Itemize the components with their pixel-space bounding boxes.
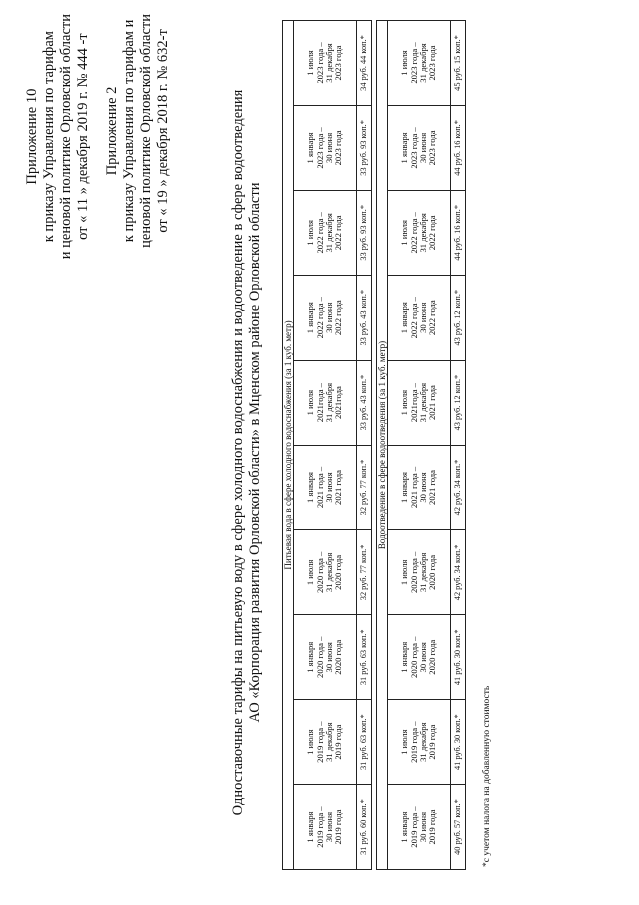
tariff-value-cell: 31 руб. 63 коп.*: [357, 700, 372, 785]
period-line: 31 декабря: [418, 552, 428, 593]
period-line: 30 июня: [418, 472, 428, 503]
tariff-table: [282, 20, 466, 870]
period-cell: [388, 275, 451, 360]
period-cell: [388, 190, 451, 275]
period-line: 2021 года –: [314, 466, 325, 509]
period-line: 2021 года: [333, 470, 344, 505]
period-line: 1 июля: [305, 729, 316, 755]
appendix-2-header: [104, 14, 172, 248]
tariff-value-cell: 41 руб. 30 коп.*: [451, 700, 466, 785]
period-line: 2021 года: [427, 470, 438, 505]
tariff-value-cell: 33 руб. 43 коп.*: [357, 360, 372, 445]
period-line: 2022 года: [427, 215, 438, 251]
period-line: 2020 года –: [408, 551, 419, 594]
period-line: 31 декабря: [418, 43, 428, 83]
period-line: 2020 года: [333, 639, 344, 675]
water-periods-row: [294, 21, 357, 870]
period-line: 2022 года –: [408, 297, 419, 339]
period-line: 1 июля: [305, 50, 316, 76]
period-line: 2019 года: [427, 809, 438, 845]
period-line: 31 декабря: [324, 722, 334, 762]
period-line: 2020 года: [427, 554, 438, 590]
period-line: 30 июня: [418, 642, 428, 673]
period-line: 1 июля: [399, 559, 410, 586]
title-line: АО «Корпорация развития Орловской области» в Мценском районе Орловской области: [247, 182, 263, 723]
period-line: 31 декабря: [324, 43, 334, 83]
period-cell: [388, 360, 451, 445]
tariff-value-cell: 34 руб. 44 коп.*: [357, 21, 372, 106]
period-cell: [388, 530, 451, 615]
header-line: к приказу Управления по тарифам: [41, 31, 57, 243]
header-line: и ценовой политике Орловской области: [58, 14, 74, 260]
header-line: Приложение 10: [24, 88, 40, 185]
period-line: 1 января: [305, 641, 316, 673]
header-line: от « 19 » декабря 2018 г. № 632-т: [155, 29, 171, 233]
period-cell: [388, 700, 451, 785]
period-line: 2023 года –: [408, 127, 419, 169]
period-line: 31 декабря: [324, 213, 334, 253]
period-line: 2023 года –: [408, 42, 419, 84]
period-line: 2023 года –: [314, 42, 325, 84]
period-line: 2022 года –: [314, 297, 325, 339]
header-line: Приложение 2: [104, 86, 120, 176]
period-cell: [294, 275, 357, 360]
period-line: 30 июня: [324, 302, 334, 333]
period-line: 1 января: [399, 471, 410, 503]
period-line: 1 января: [399, 811, 410, 843]
tariff-value-cell: 41 руб. 30 коп.*: [451, 615, 466, 700]
period-line: 1 января: [305, 811, 316, 843]
tariff-value-cell: 44 руб. 16 коп.*: [451, 105, 466, 190]
period-line: 1 января: [305, 471, 316, 503]
period-line: 31 декабря: [418, 213, 428, 253]
period-line: 30 июня: [418, 302, 428, 333]
period-line: 30 июня: [324, 811, 334, 843]
period-line: 1 июля: [399, 389, 410, 416]
period-line: 30 июня: [418, 132, 428, 164]
period-line: 31 декабря: [418, 722, 428, 762]
tariff-value-cell: 40 руб. 57 коп.*: [451, 785, 466, 870]
tariff-value-cell: 45 руб. 15 коп.*: [451, 21, 466, 106]
sewerage-section-heading: Водоотведение в сфере водоотведения (за 1 куб. метр): [377, 21, 388, 870]
period-line: 2019 года –: [314, 806, 325, 848]
period-cell: [294, 190, 357, 275]
period-cell: [388, 615, 451, 700]
title-line: Одноставочные тарифы на питьевую воду в сфере холодного водоснабжения и водоотведение в сфере водоотведения: [230, 89, 246, 816]
period-line: 2022 года –: [408, 212, 419, 254]
period-line: 30 июня: [418, 811, 428, 843]
period-line: 2021года: [333, 386, 344, 419]
period-cell: [388, 105, 451, 190]
period-cell: [294, 530, 357, 615]
water-values-row: [357, 21, 372, 870]
water-section-heading: Питьевая вода в сфере холодного водоснабжения (за 1 куб. метр): [283, 21, 294, 870]
period-line: 2019 года: [333, 809, 344, 845]
period-line: 30 июня: [324, 642, 334, 673]
period-line: 30 июня: [324, 472, 334, 503]
period-line: 2023 года: [333, 45, 344, 81]
period-line: 2020 года –: [408, 636, 419, 678]
period-line: 2023 года: [427, 45, 438, 81]
period-cell: [294, 615, 357, 700]
period-line: 1 июля: [305, 559, 316, 586]
period-line: 31 декабря: [418, 382, 428, 423]
header-line: от « 11 » декабря 2019 г. № 444 -т: [75, 33, 91, 240]
period-line: 1 июля: [399, 220, 410, 246]
period-line: 2020 года –: [314, 636, 325, 678]
period-line: 2021года –: [408, 383, 419, 423]
header-line: ценовой политике Орловской области: [138, 14, 154, 248]
period-cell: [388, 785, 451, 870]
sewerage-periods-row: [388, 21, 451, 870]
period-line: 2023 года: [427, 130, 438, 166]
appendix-10-header: [24, 14, 92, 259]
period-line: 2019 года –: [408, 721, 419, 763]
tariff-value-cell: 42 руб. 34 коп.*: [451, 530, 466, 615]
period-line: 1 января: [399, 641, 410, 673]
tariff-value-cell: 32 руб. 77 коп.*: [357, 530, 372, 615]
period-cell: [294, 21, 357, 106]
period-line: 2020 года: [427, 639, 438, 675]
period-line: 2019 года: [427, 724, 438, 760]
tariff-value-cell: 33 руб. 93 коп.*: [357, 105, 372, 190]
tariff-value-cell: 31 руб. 60 коп.*: [357, 785, 372, 870]
tariff-value-cell: 43 руб. 12 коп.*: [451, 360, 466, 445]
tariff-value-cell: 42 руб. 34 коп.*: [451, 445, 466, 530]
period-line: 1 января: [305, 302, 316, 334]
period-line: 2019 года –: [408, 806, 419, 848]
period-line: 2022 года: [333, 215, 344, 251]
tariff-value-cell: 32 руб. 77 коп.*: [357, 445, 372, 530]
period-line: 2021года –: [314, 383, 325, 423]
period-line: 30 июня: [324, 132, 334, 164]
period-line: 31 декабря: [324, 552, 334, 593]
period-line: 2020 года: [333, 554, 344, 590]
document-title: [230, 40, 264, 865]
period-cell: [388, 445, 451, 530]
vat-footnote: *с учетом налога на добавленную стоимость: [482, 685, 492, 867]
period-cell: [294, 785, 357, 870]
tariff-value-cell: 31 руб. 63 коп.*: [357, 615, 372, 700]
period-line: 2021 года: [427, 385, 438, 421]
period-cell: [294, 700, 357, 785]
period-line: 2019 года –: [314, 721, 325, 763]
period-line: 1 января: [399, 132, 410, 164]
period-cell: [294, 105, 357, 190]
period-line: 1 июля: [305, 389, 316, 416]
water-heading-row: [283, 21, 294, 870]
period-cell: [388, 21, 451, 106]
period-line: 2021 года –: [408, 466, 419, 509]
period-line: 1 января: [399, 302, 410, 334]
tariff-value-cell: 43 руб. 12 коп.*: [451, 275, 466, 360]
period-line: 2023 года –: [314, 127, 325, 169]
period-line: 2020 года –: [314, 551, 325, 594]
period-line: 2019 года: [333, 724, 344, 760]
period-line: 2022 года: [333, 300, 344, 336]
period-line: 2022 года: [427, 300, 438, 336]
period-line: 31 декабря: [324, 382, 334, 423]
period-line: 1 июля: [399, 729, 410, 755]
header-line: к приказу Управления по тарифам и: [121, 19, 137, 243]
period-line: 2023 года: [333, 130, 344, 166]
sewerage-values-row: [451, 21, 466, 870]
period-cell: [294, 360, 357, 445]
period-line: 1 июля: [305, 220, 316, 246]
period-cell: [294, 445, 357, 530]
tariff-value-cell: 33 руб. 43 коп.*: [357, 275, 372, 360]
tariff-value-cell: 44 руб. 16 коп.*: [451, 190, 466, 275]
sewerage-heading-row: [377, 21, 388, 870]
tariff-value-cell: 33 руб. 93 коп.*: [357, 190, 372, 275]
period-line: 1 июля: [399, 50, 410, 76]
period-line: 2022 года –: [314, 212, 325, 254]
period-line: 1 января: [305, 132, 316, 164]
